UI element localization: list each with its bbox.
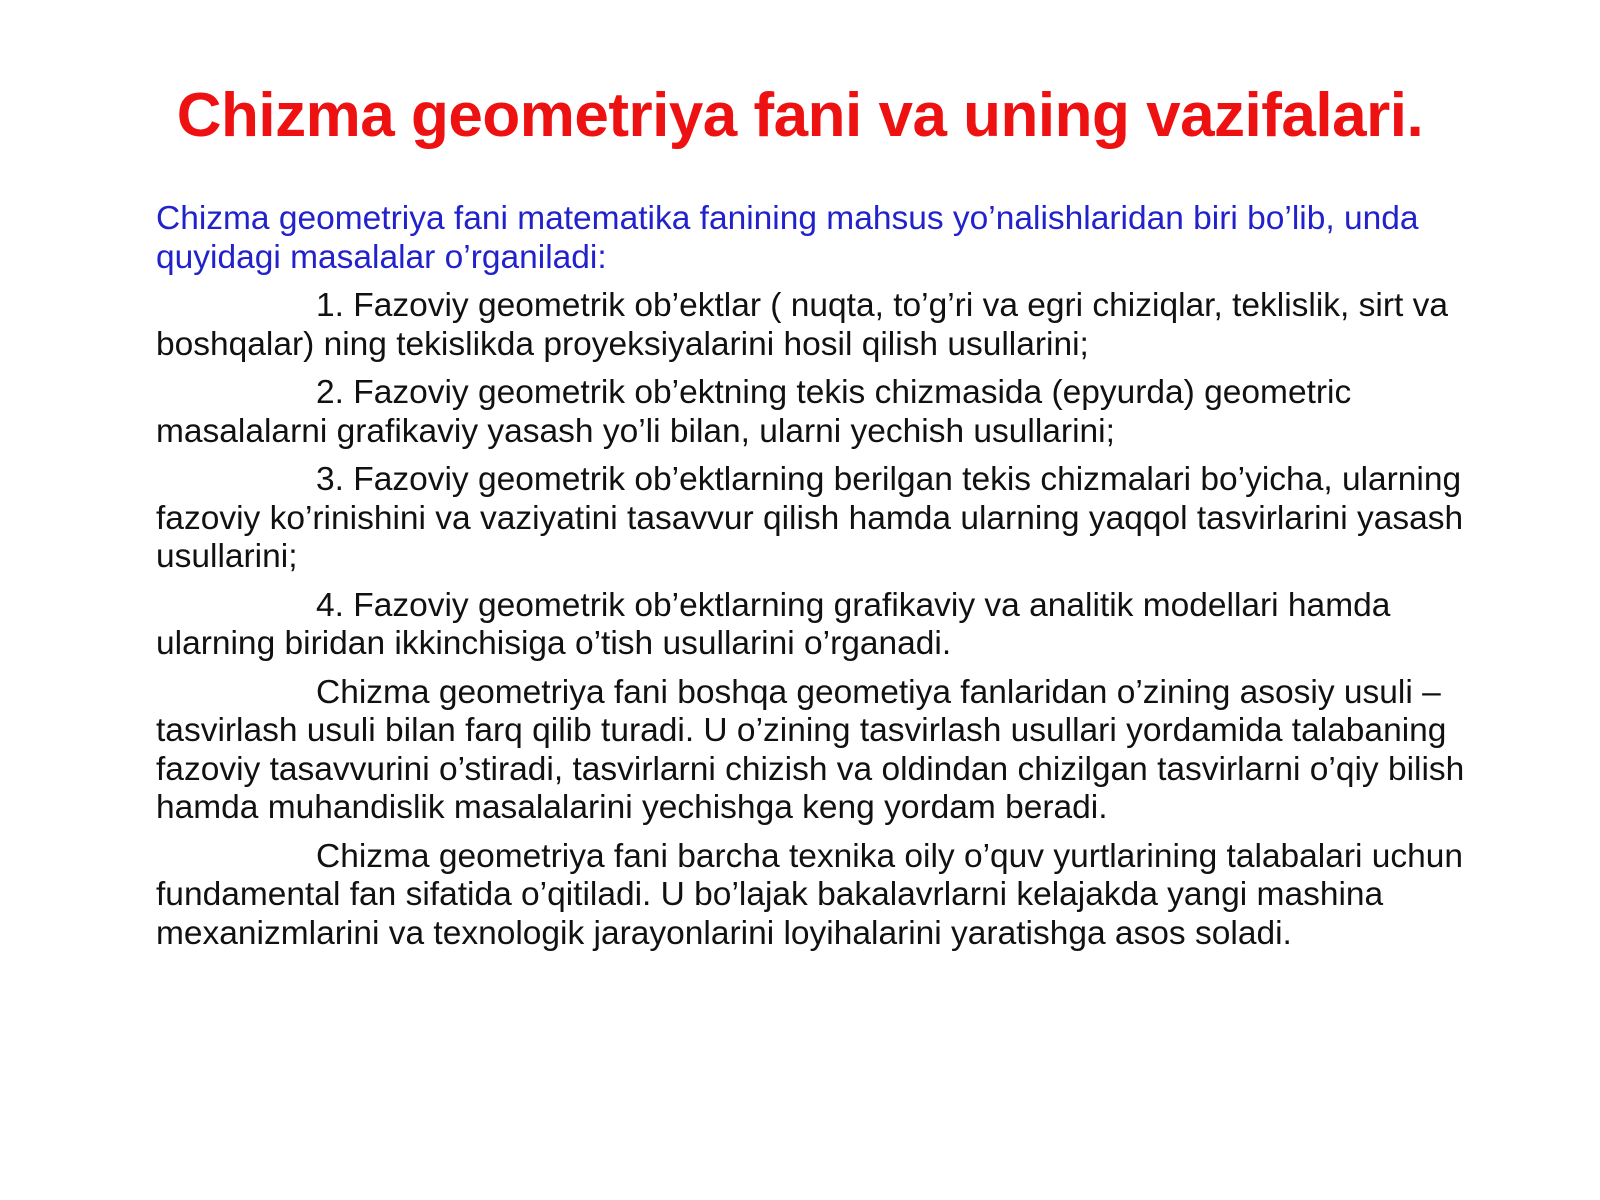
intro-paragraph: Chizma geometriya fani matematika fanining mahsus yo’nalishlaridan biri bo’lib, unda quyidagi masalalar o’rganiladi: [156,200,1419,276]
slide-body [156,200,1496,963]
list-item: 1. Fazoviy geometrik ob’ektlar ( nuqta, to’g’ri va egri chiziqlar, teklislik, sirt va boshqalar) ning tekislikda proyeksiyalarini hosil qilish usullarini; [156,287,1448,363]
list-item: 3. Fazoviy geometrik ob’ektlarning berilgan tekis chizmalari bo’yicha, ularning fazoviy ko’rinishini va vaziyatini tasavvur qilish hamda ularning yaqqol tasvirlarini yasash usullarini; [156,461,1464,575]
list-item: 4. Fazoviy geometrik ob’ektlarning grafikaviy va analitik modellari hamda ularning biridan ikkinchisiga o’tish usullarini o’rganadi. [156,586,1391,662]
body-paragraph: Chizma geometriya fani boshqa geometiya fanlaridan o’zining asosiy usuli – tasvirlash usuli bilan farq qilib turadi. U o’zining tasvirlash usullari yordamida talabaning fazoviy tasavvurini o’stiradi, tasvirlarni chizish va oldindan chizilgan tasvirlarni o’qiy bilish hamda muhandislik masalalarini yechishga keng yordam beradi. [156,673,1465,826]
body-paragraph: Chizma geometriya fani barcha texnika oily o’quv yurtlarining talabalari uchun fundamental fan sifatida o’qitiladi. U bo’lajak bakalavrlarni kelajakda yangi mashina mexanizmlarini va texnologik jarayonlarini loyihalarini yaratishga asos soladi. [156,837,1464,952]
list-item: 2. Fazoviy geometrik ob’ektning tekis chizmasida (epyurda) geometric masalalarni grafikaviy yasash yo’li bilan, ularni yechish usullarini; [156,374,1352,450]
slide-title: Chizma geometriya fani va uning vazifalari. [176,81,1424,150]
